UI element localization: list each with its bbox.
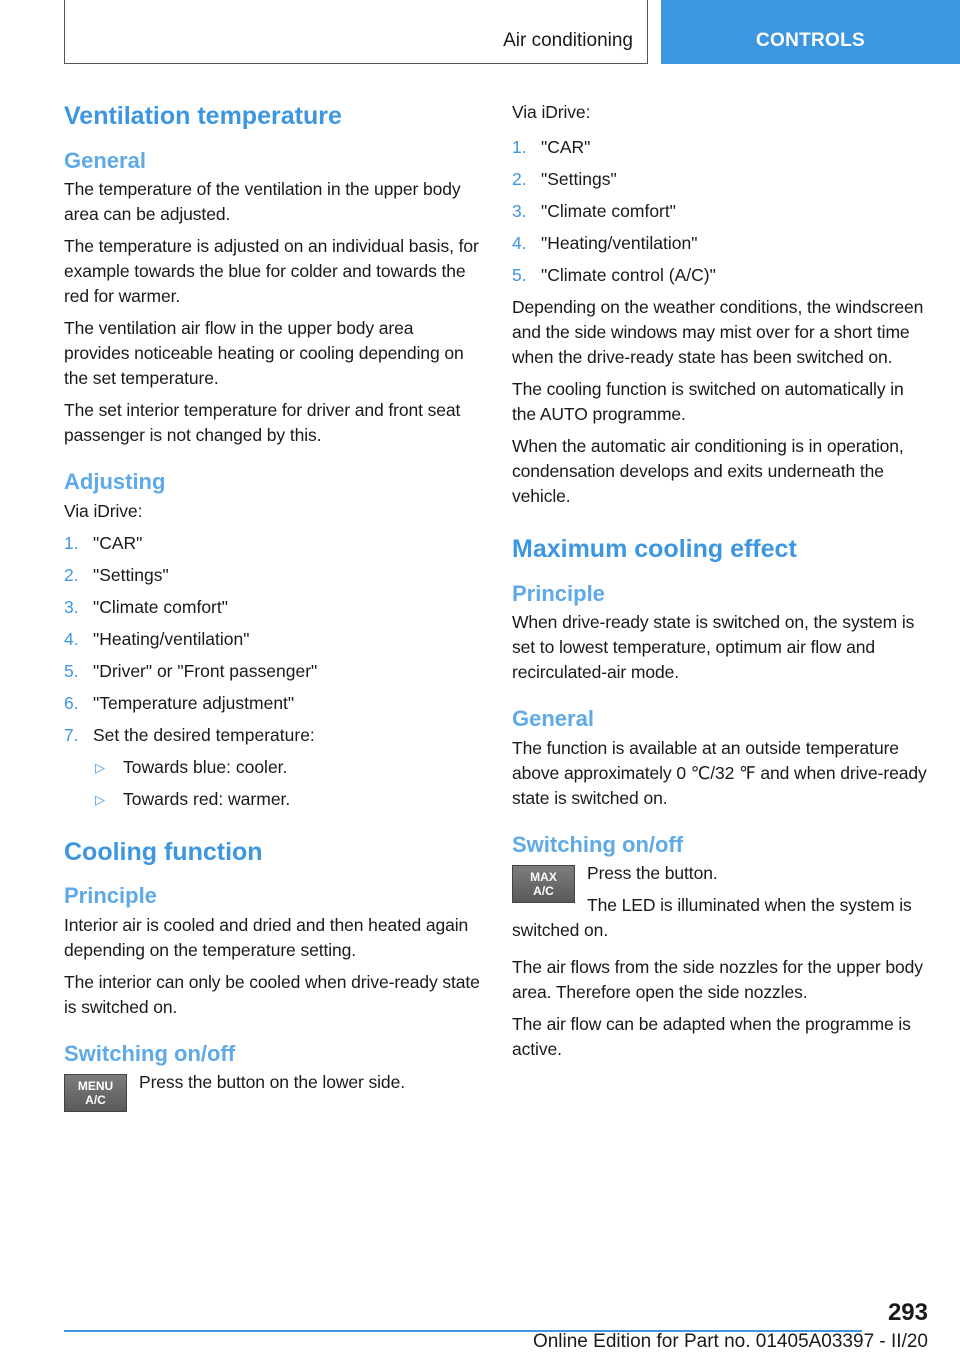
list-item <box>512 231 930 256</box>
step-text: "CAR" <box>541 137 591 157</box>
menu-ac-button-row <box>64 1070 482 1116</box>
page-number: 293 <box>887 1299 928 1326</box>
triangle-bullet-icon: ▷ <box>95 791 105 807</box>
step-text: "Driver" or "Front passenger" <box>93 660 318 681</box>
paragraph: When drive-ready state is switched on, the system is set to lowest temperature, optimum air flow and recirculated-air mode. <box>512 612 915 683</box>
step-number: 1. <box>512 137 527 157</box>
header-chapter-tab <box>661 0 960 64</box>
paragraph: The temperature is adjusted on an individual basis, for example towards the blue for colder and towards the red for warmer. <box>64 236 479 307</box>
paragraph: The air flow can be adapted when the programme is active. <box>512 1014 911 1060</box>
step-number: 3. <box>512 201 527 221</box>
temperature-sub-list <box>93 755 482 812</box>
paragraph: Depending on the weather conditions, the windscreen and the side windows may mist over for a short time when the drive-ready state has been switched on. <box>512 297 924 367</box>
adjusting-steps-list <box>64 531 482 812</box>
list-item <box>512 167 930 192</box>
step-number: 5. <box>512 265 527 285</box>
step-number: 4. <box>512 233 527 253</box>
list-item <box>512 263 930 288</box>
step-text: "Settings" <box>93 564 169 585</box>
paragraph: When the automatic air conditioning is in operation, condensation develops and exits underneath the vehicle. <box>512 436 904 506</box>
step-text: "Climate comfort" <box>93 596 228 617</box>
sub-list-item <box>93 787 482 812</box>
step-number: 5. <box>64 660 79 681</box>
list-item <box>64 595 482 620</box>
paragraph: The set interior temperature for driver and front seat passenger is not changed by this. <box>64 400 461 446</box>
heading-principle: Principle <box>512 580 605 606</box>
step-number: 4. <box>64 628 79 649</box>
paragraph: The temperature of the ventilation in the upper body area can be adjusted. <box>64 179 461 225</box>
heading-principle: Principle <box>64 883 157 909</box>
header-section-box <box>64 0 648 64</box>
step-text: "Climate control (A/C)" <box>541 265 716 285</box>
sub-step-text: Towards red: warmer. <box>123 788 291 809</box>
list-item <box>64 563 482 588</box>
paragraph: The function is available at an outside temperature above approximately 0 ℃/32 ℉ and when drive-ready state is switched on. <box>512 737 927 808</box>
paragraph-press-button: Press the button on the lower side. <box>139 1072 405 1093</box>
heading-switching-on-off: Switching on/off <box>512 831 684 857</box>
heading-cooling-function: Cooling function <box>64 837 263 866</box>
paragraph-via-idrive: Via iDrive: <box>512 102 591 122</box>
triangle-bullet-icon: ▷ <box>95 759 105 775</box>
step-number: 7. <box>64 724 79 745</box>
list-item <box>512 135 930 160</box>
step-text: Set the desired temperature: <box>93 724 315 745</box>
heading-general: General <box>64 147 146 173</box>
paragraph-press-button: Press the button. <box>587 863 718 884</box>
step-number: 2. <box>64 564 79 585</box>
step-number: 3. <box>64 596 79 617</box>
list-item <box>64 627 482 652</box>
paragraph: The interior can only be cooled when drive-ready state is switched on. <box>64 971 480 1017</box>
list-item <box>64 691 482 716</box>
paragraph-led: The LED is illuminated when the system is switched on. <box>512 895 912 941</box>
list-item <box>64 659 482 684</box>
max-ac-button-row <box>512 861 930 943</box>
step-text: "Heating/ventilation" <box>541 233 698 253</box>
section-title: Air conditioning <box>503 30 633 51</box>
step-text: "Climate comfort" <box>541 201 676 221</box>
footer-edition: Online Edition for Part no. 01405A03397 - II/20 <box>532 1331 928 1352</box>
list-item <box>64 531 482 556</box>
sub-list-item <box>93 755 482 780</box>
step-text: "Settings" <box>541 169 617 189</box>
max-ac-button-icon: MAX A/C <box>512 865 575 903</box>
heading-general: General <box>512 706 594 732</box>
step-number: 6. <box>64 692 79 713</box>
right-column <box>512 100 930 1069</box>
list-item <box>512 199 930 224</box>
step-text: "CAR" <box>93 532 143 553</box>
paragraph: The ventilation air flow in the upper body area provides noticeable heating or cooling depending on the set temperature. <box>64 318 464 389</box>
paragraph: The air flows from the side nozzles for the upper body area. Therefore open the side nozzles. <box>512 957 923 1003</box>
step-number: 1. <box>64 532 79 553</box>
sub-step-text: Towards blue: cooler. <box>123 756 288 777</box>
heading-switching-on-off: Switching on/off <box>64 1040 236 1066</box>
heading-ventilation-temperature: Ventilation temperature <box>64 102 342 130</box>
heading-maximum-cooling-effect: Maximum cooling effect <box>512 535 797 563</box>
paragraph: Interior air is cooled and dried and then heated again depending on the temperature setting. <box>64 914 469 960</box>
paragraph-via-idrive: Via iDrive: <box>64 500 143 521</box>
paragraph: The cooling function is switched on automatically in the AUTO programme. <box>512 379 904 424</box>
chapter-title: CONTROLS <box>755 30 865 51</box>
left-column <box>64 100 482 1116</box>
step-text: "Heating/ventilation" <box>93 628 250 649</box>
list-item <box>64 723 482 812</box>
menu-ac-button-icon: MENU A/C <box>64 1074 127 1112</box>
step-text: "Temperature adjustment" <box>93 692 295 713</box>
heading-adjusting: Adjusting <box>64 469 166 495</box>
step-number: 2. <box>512 169 527 189</box>
climate-control-steps-list <box>512 135 930 288</box>
